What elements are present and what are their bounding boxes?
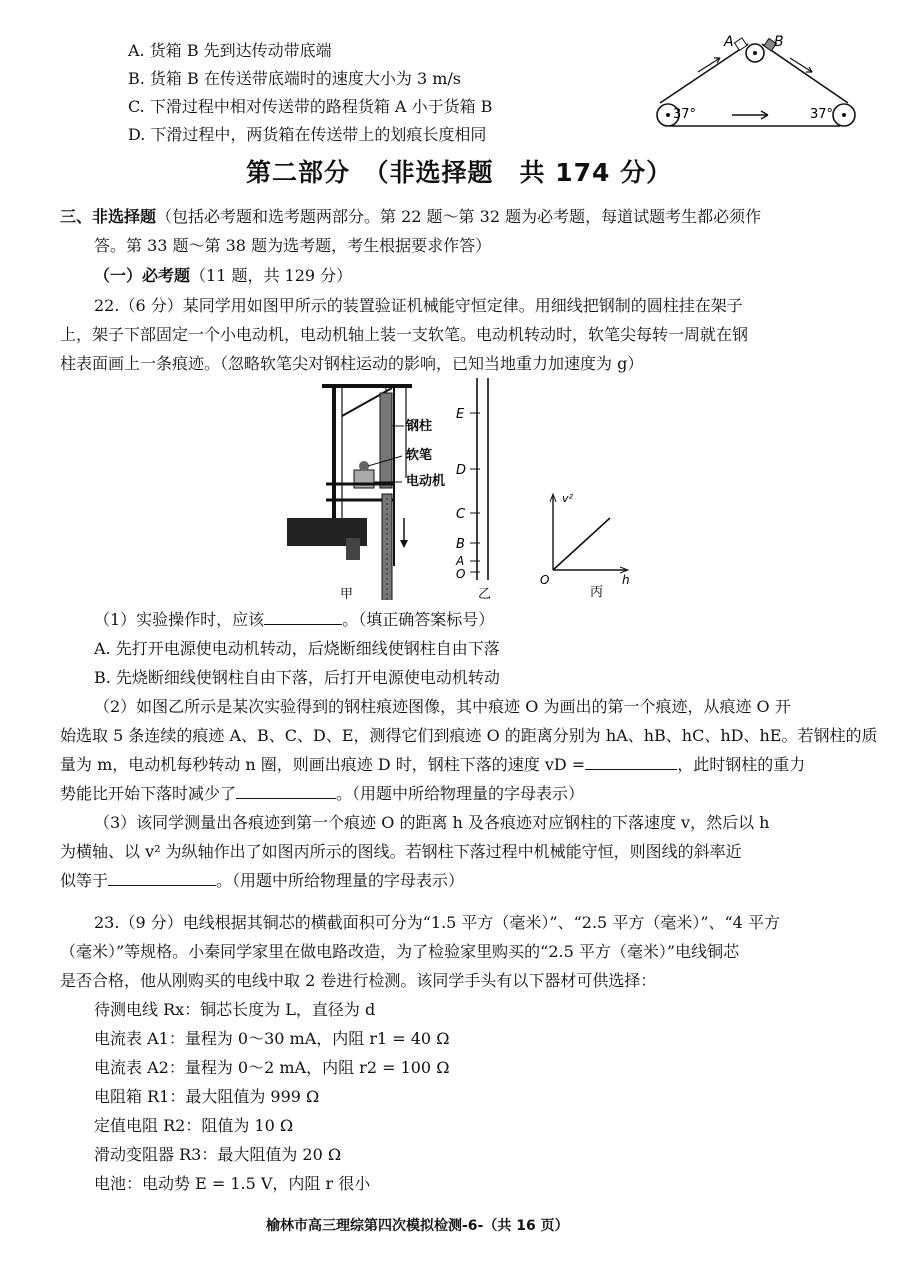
q22-p3-line3-text: 似等于 [60,871,109,890]
mark-d: D [456,463,467,478]
bing-label: 丙 [590,585,604,600]
yi-label: 乙 [478,587,492,600]
q22-p1-option-b: B. 先烧断细线使钢柱自由下落，后打开电源使电动机转动 [94,668,500,687]
section3-line1 [60,207,761,226]
q23-item-r2: 定值电阻 R2：阻值为 10 Ω [94,1116,294,1135]
q22-p2-line4-tail: 。（用题中所给物理量的字母表示） [336,784,585,803]
q23-item-battery: 电池：电动势 E = 1.5 V，内阻 r 很小 [94,1174,371,1193]
q22-p2-line2: 始选取 5 条连续的痕迹 A、B、C、D、E，测得它们到痕迹 O 的距离分别为 hA、hB、hC、hD、hE。若钢柱的质 [60,726,878,745]
label-b: B [774,34,784,50]
q22-p2-line3-text: 量为 m，电动机每秒转动 n 圈，则画出痕迹 D 时，钢柱下落的速度 vD = [60,755,586,774]
origin-label: O [540,573,550,587]
q21-option-c: C. 下滑过程中相对传送带的路程货箱 A 小于货箱 B [128,97,493,116]
q22-p1-answer-blank[interactable] [264,610,342,625]
motor-label: 电动机 [406,474,446,489]
q22-p1 [94,610,494,629]
mark-o: O [456,567,466,581]
section3-heading: 三、非选择题 [60,207,157,226]
q22-p3-line3-tail: 。（用题中所给物理量的字母表示） [216,871,465,890]
q22-p3-slope-blank[interactable] [108,871,216,886]
q22-p2-line1: （2）如图乙所示是某次实验得到的钢柱痕迹图像，其中痕迹 O 为画出的第一个痕迹，从痕迹 O 开 [94,697,791,716]
section-title: 第二部分 （非选择题 共 174 分） [246,158,673,187]
section3-line2: 答。第 33 题～第 38 题为选考题，考生根据要求作答） [94,236,492,255]
q22-intro-3: 柱表面画上一条痕迹。（忽略软笔尖对钢柱运动的影响，已知当地重力加速度为 g） [60,354,644,373]
q21-option-b: B. 货箱 B 在传送带底端时的速度大小为 3 m/s [128,69,461,88]
q21-option-a: A. 货箱 B 先到达传动带底端 [128,41,332,60]
q23-item-r1: 电阻箱 R1：最大阻值为 999 Ω [94,1087,320,1106]
q22-p3-line3 [60,871,464,890]
page-footer: 榆林市高三理综第四次模拟检测-6-（共 16 页） [266,1218,569,1234]
q22-p1-tail: 。（填正确答案标号） [342,610,495,629]
mark-c: C [456,507,466,522]
mark-e: E [456,407,465,422]
q22-p2-line4 [60,784,584,803]
axis-y-label: v² [562,492,573,505]
angle-right: 37° [810,107,834,122]
q23-item-rx: 待测电线 Rx：铜芯长度为 L，直径为 d [94,1000,376,1019]
figure-yi-marks [450,378,500,600]
steel-label: 钢柱 [406,419,433,434]
mark-a: A [456,554,465,568]
q23-item-a2: 电流表 A2：量程为 0～2 mA，内阻 r2 = 100 Ω [94,1058,450,1077]
figure-bing-graph [538,488,638,600]
required-text: （11 题，共 129 分） [190,266,353,285]
jia-label: 甲 [340,587,354,600]
q22-p1-option-a: A. 先打开电源使电动机转动，后烧断细线使钢柱自由下落 [94,639,500,658]
q22-p2-line3 [60,755,805,774]
q22-p3-line2: 为横轴、以 v² 为纵轴作出了如图丙所示的图线。若钢柱下落过程中机械能守恒，则图线的斜率近 [60,842,742,861]
q23-item-a1: 电流表 A1：量程为 0～30 mA，内阻 r1 = 40 Ω [94,1029,450,1048]
mark-b: B [456,537,465,552]
q22-intro-1: 22.（6 分）某同学用如图甲所示的装置验证机械能守恒定律。用细线把钢制的圆柱挂在架子 [94,296,743,315]
q23-line2: （毫米）”等规格。小秦同学家里在做电路改造，为了检验家里购买的“2.5 平方（毫米）”电线铜芯 [60,942,740,961]
q22-p1-text: （1）实验操作时，应该 [94,610,265,629]
pen-label: 软笔 [406,448,433,463]
q23-item-r3: 滑动变阻器 R3：最大阻值为 20 Ω [94,1145,342,1164]
q22-p3-line1: （3）该同学测量出各痕迹到第一个痕迹 O 的距离 h 及各痕迹对应钢柱的下落速度 v，然后以 h [94,813,770,832]
label-a: A [724,34,734,50]
q22-p2-line4-text: 势能比开始下落时减少了 [60,784,237,803]
required-heading-line [94,266,352,285]
q23-line3: 是否合格，他从刚购买的电线中取 2 卷进行检测。该同学手头有以下器材可供选择： [60,971,657,990]
q22-p2-line3-tail: ，此时钢柱的重力 [677,755,806,774]
q21-option-d: D. 下滑过程中，两货箱在传送带上的划痕长度相同 [128,125,487,144]
q22-p2-vd-blank[interactable] [585,755,677,770]
axis-x-label: h [622,573,630,587]
angle-left: 37° [673,107,697,122]
required-heading: （一）必考题 [94,266,191,285]
q22-intro-2: 上，架子下部固定一个小电动机，电动机轴上装一支软笔。电动机转动时，软笔尖每转一周就在钢 [60,325,749,344]
figure-jia-apparatus [282,378,452,600]
conveyor-belt-figure [640,28,872,138]
q22-p2-energy-blank[interactable] [236,784,336,799]
q23-line1: 23.（9 分）电线根据其铜芯的横截面积可分为“1.5 平方（毫米）”、“2.5 平方（毫米）”、“4 平方 [94,913,780,932]
section3-text-1: （包括必考题和选考题两部分。第 22 题～第 32 题为必考题，每道试题考生都必须作 [156,207,762,226]
